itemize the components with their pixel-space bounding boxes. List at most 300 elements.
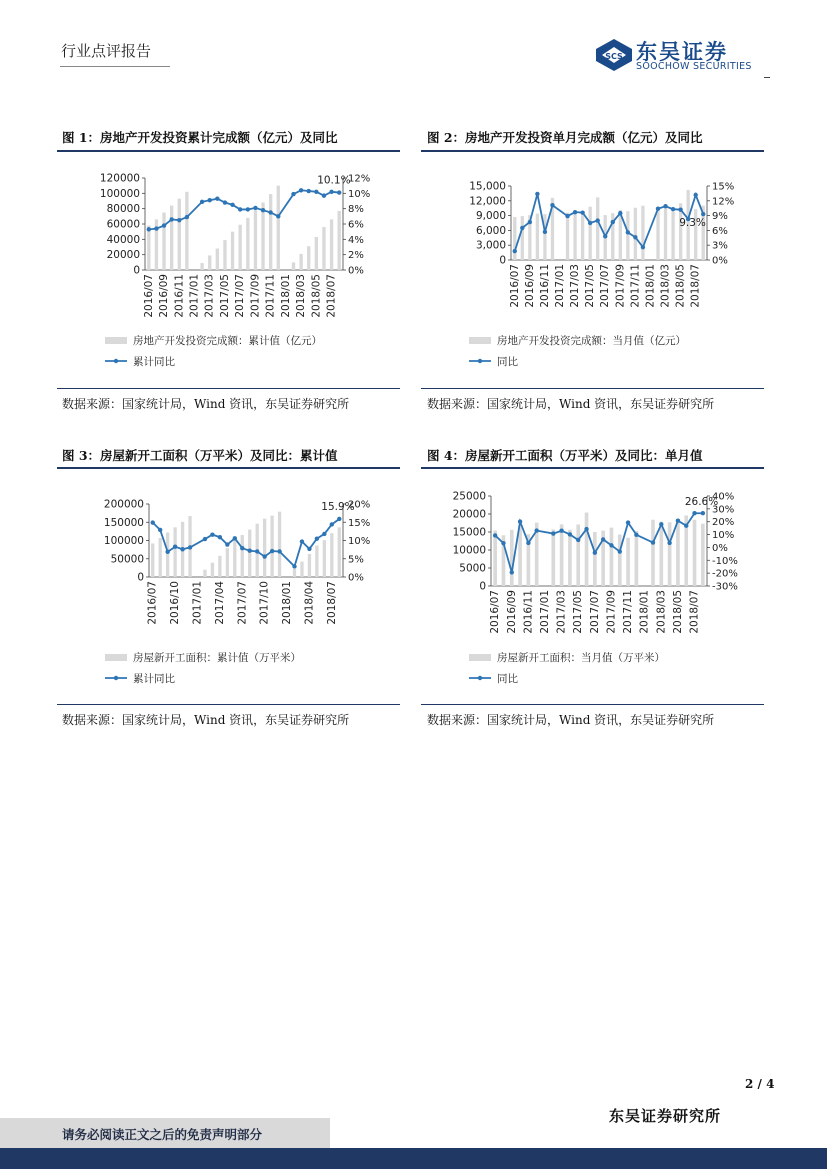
bar — [315, 546, 318, 577]
legend-line-label: 累计同比 — [133, 673, 175, 685]
bar — [634, 208, 637, 260]
legend-bar-label: 房屋新开工面积：当月值（万平米） — [497, 652, 665, 664]
x-tick-label: 2018/01 — [281, 581, 294, 625]
line-point — [588, 221, 592, 225]
bar — [147, 226, 150, 270]
x-tick-label: 2017/09 — [614, 264, 627, 308]
line-point — [200, 200, 204, 204]
right-axis-tick-label: 8% — [348, 204, 364, 216]
line-point — [307, 189, 311, 193]
legend-line-label: 累计同比 — [133, 356, 175, 368]
right-axis-tick-label: 0% — [712, 542, 728, 554]
line-point — [292, 564, 296, 568]
x-tick-label: 2018/05 — [310, 274, 323, 318]
x-tick-label: 2017/01 — [554, 264, 566, 308]
right-axis-tick-label: 10% — [348, 188, 371, 200]
bar — [185, 192, 188, 270]
line-point — [595, 218, 599, 222]
bar — [211, 563, 214, 577]
right-axis-tick-label: 20% — [712, 517, 735, 529]
line-point — [329, 190, 333, 194]
right-axis-tick-label: 5% — [348, 554, 364, 566]
bar — [585, 513, 589, 586]
line-point — [185, 215, 189, 219]
right-axis-tick-label: 2% — [348, 250, 364, 262]
bar — [338, 527, 341, 577]
bar — [513, 217, 516, 260]
series-line — [153, 519, 340, 566]
x-tick-label: 2018/07 — [325, 581, 338, 625]
x-tick-label: 2018/07 — [325, 274, 338, 318]
right-axis-tick-label: -20% — [712, 568, 738, 580]
right-axis-tick-label: 12% — [348, 173, 371, 185]
line-point — [576, 538, 580, 542]
right-axis-tick-label: 15% — [348, 517, 371, 529]
figure-4-rule-bottom — [421, 704, 764, 705]
x-tick-label: 2016/07 — [508, 264, 521, 308]
line-point — [584, 527, 588, 531]
figure-1-rule-bottom — [57, 388, 400, 389]
x-tick-label: 2017/03 — [203, 274, 216, 318]
line-point — [641, 245, 645, 249]
line-point — [593, 551, 597, 555]
left-axis-tick-label: 10000 — [452, 544, 486, 557]
x-tick-label: 2017/05 — [584, 264, 597, 308]
line-point — [162, 223, 166, 227]
line-point — [223, 200, 227, 204]
legend-line-label: 同比 — [497, 356, 518, 368]
left-axis-tick-label: 100000 — [99, 187, 140, 200]
bar — [270, 516, 273, 577]
line-point — [526, 541, 530, 545]
x-tick-label: 2018/01 — [644, 264, 657, 308]
line-point — [322, 532, 326, 536]
bar — [216, 249, 219, 270]
bar — [233, 541, 236, 578]
bar — [596, 197, 599, 260]
figure-2-source: 数据来源：国家统计局，Wind 资讯，东吴证券研究所 — [427, 397, 715, 411]
line-point — [165, 550, 169, 554]
line-point — [676, 518, 680, 522]
bar — [299, 254, 302, 270]
bar — [208, 255, 211, 270]
line-point — [230, 203, 234, 207]
legend-line-marker — [114, 676, 118, 680]
x-tick-label: 2016/09 — [523, 264, 536, 308]
x-tick-label: 2017/10 — [258, 581, 271, 625]
line-point — [210, 532, 214, 536]
bar — [248, 530, 251, 577]
line-point — [618, 549, 622, 553]
annotation-label: 9.3% — [679, 217, 706, 230]
bar — [510, 530, 514, 586]
left-axis-tick-label: 0 — [133, 264, 140, 277]
bar — [241, 535, 244, 577]
legend-bar-label: 房地产开发投资完成额：累计值（亿元） — [133, 335, 322, 347]
bar — [322, 227, 325, 270]
right-axis-tick-label: 9% — [712, 211, 728, 223]
legend-bar-swatch — [469, 337, 491, 344]
line-point — [667, 541, 671, 545]
bar — [581, 215, 584, 260]
left-axis-tick-label: 100000 — [103, 535, 144, 547]
annotation-label: 15.9% — [321, 500, 355, 513]
x-tick-label: 2018/07 — [688, 590, 701, 634]
line-point — [678, 207, 682, 211]
bar — [173, 527, 176, 577]
line-point — [513, 249, 517, 253]
chart-1 — [57, 152, 400, 386]
x-tick-label: 2016/07 — [489, 590, 502, 634]
bar — [576, 524, 580, 586]
line-point — [663, 204, 667, 208]
line-point — [611, 220, 615, 224]
line-point — [248, 549, 252, 553]
line-point — [215, 197, 219, 201]
x-tick-label: 2017/11 — [629, 264, 642, 308]
line-point — [603, 234, 607, 238]
right-axis-tick-label: 12% — [712, 196, 735, 208]
chart-2 — [421, 152, 764, 386]
x-tick-label: 2016/11 — [538, 264, 551, 308]
bar — [254, 210, 257, 270]
annotation-label: 26.6% — [684, 496, 719, 509]
figure-4-source: 数据来源：国家统计局，Wind 资讯，东吴证券研究所 — [427, 713, 715, 727]
line-point — [158, 528, 162, 532]
left-axis-tick-label: 12,000 — [469, 195, 506, 208]
bar — [223, 240, 226, 270]
legend-bar-swatch — [105, 654, 127, 661]
line-point — [684, 524, 688, 528]
bar — [626, 538, 630, 586]
line-point — [270, 549, 274, 553]
line-point — [550, 203, 554, 207]
right-axis-tick-label: 6% — [348, 219, 364, 231]
line-point — [618, 211, 622, 215]
line-point — [147, 227, 151, 231]
line-point — [520, 226, 524, 230]
bar — [178, 199, 181, 270]
left-axis-tick-label: 9,000 — [475, 210, 506, 223]
right-axis-tick-label: 0% — [348, 572, 364, 584]
line-point — [701, 212, 705, 216]
line-point — [173, 545, 177, 549]
bar — [159, 538, 162, 577]
x-tick-label: 2017/09 — [249, 274, 262, 318]
left-axis-tick-label: 5000 — [459, 562, 486, 575]
x-tick-label: 2018/04 — [303, 581, 316, 625]
right-axis-tick-label: -30% — [712, 581, 738, 593]
line-point — [233, 536, 237, 540]
bar — [671, 212, 674, 260]
x-tick-label: 2017/01 — [539, 590, 551, 634]
line-point — [518, 519, 522, 523]
line-point — [692, 511, 696, 515]
footer-bar — [0, 1148, 827, 1169]
bar — [701, 524, 705, 586]
bar — [330, 533, 333, 577]
x-tick-label: 2017/05 — [572, 590, 585, 634]
x-tick-label: 2018/05 — [674, 264, 687, 308]
bar — [618, 535, 622, 586]
bar — [668, 522, 672, 586]
right-axis-tick-label: 4% — [348, 234, 364, 246]
bar — [664, 207, 667, 260]
left-axis-tick-label: 20000 — [106, 249, 140, 262]
left-axis-tick-label: 120000 — [99, 172, 140, 185]
left-axis-tick-label: 15,000 — [469, 180, 506, 193]
line-point — [501, 541, 505, 545]
x-tick-label: 2017/07 — [588, 590, 601, 634]
bar — [330, 219, 333, 270]
x-tick-label: 2017/07 — [236, 581, 249, 625]
line-point — [651, 540, 655, 544]
line-point — [510, 570, 514, 574]
bar — [269, 194, 272, 270]
line-point — [276, 214, 280, 218]
x-tick-label: 2018/01 — [279, 274, 292, 318]
bar — [676, 519, 680, 586]
right-axis-tick-label: 3% — [712, 240, 728, 252]
line-point — [573, 210, 577, 214]
line-point — [580, 210, 584, 214]
line-point — [543, 230, 547, 234]
legend-bar-swatch — [469, 654, 491, 661]
legend-line-label: 同比 — [497, 673, 518, 685]
brand-name: 东吴证券 — [636, 40, 728, 64]
legend-line-marker — [478, 676, 482, 680]
bar — [610, 528, 614, 586]
bar — [551, 529, 555, 586]
x-tick-label: 2016/07 — [146, 581, 159, 625]
series-line — [149, 190, 339, 229]
left-axis-tick-label: 0 — [479, 580, 486, 593]
line-point — [291, 192, 295, 196]
x-tick-label: 2016/10 — [169, 581, 182, 625]
bar — [263, 519, 266, 577]
report-type: 行业点评报告 — [61, 42, 152, 60]
line-point — [330, 522, 334, 526]
x-tick-label: 2017/07 — [234, 274, 247, 318]
header-underline — [60, 66, 170, 67]
figure-4-title: 图 4：房屋新开工面积（万平米）及同比：单月值 — [427, 448, 703, 463]
bar — [166, 532, 169, 577]
line-point — [188, 545, 192, 549]
right-axis-tick-label: 20% — [348, 499, 371, 511]
bar — [315, 237, 318, 270]
line-point — [246, 207, 250, 211]
bar — [651, 520, 655, 586]
line-point — [225, 542, 229, 546]
brand-subtitle: SOOCHOW SECURITIES — [636, 61, 752, 72]
bar — [307, 246, 310, 270]
legend-line-marker — [114, 359, 118, 363]
bar — [203, 570, 206, 577]
left-axis-tick-label: 20000 — [452, 508, 486, 521]
line-point — [493, 533, 497, 537]
bar — [338, 211, 341, 270]
right-axis-tick-label: 10% — [348, 536, 371, 547]
bar — [293, 569, 296, 577]
line-point — [551, 531, 555, 535]
line-point — [626, 230, 630, 234]
left-axis-tick-label: 80000 — [106, 203, 140, 216]
line-point — [218, 535, 222, 539]
line-point — [626, 520, 630, 524]
right-axis-tick-label: 0% — [712, 255, 728, 267]
figure-3-title: 图 3：房屋新开工面积（万平米）及同比：累计值 — [62, 448, 338, 463]
x-tick-label: 2017/07 — [599, 264, 612, 308]
bar — [239, 225, 242, 270]
line-point — [208, 198, 212, 202]
right-axis-tick-label: 10% — [712, 530, 735, 542]
x-tick-label: 2017/01 — [191, 581, 204, 625]
x-tick-label: 2017/03 — [569, 264, 582, 308]
figure-1-source: 数据来源：国家统计局，Wind 资讯，东吴证券研究所 — [62, 397, 350, 411]
bar — [200, 263, 203, 270]
right-axis-tick-label: 0% — [348, 265, 364, 277]
line-point — [659, 522, 663, 526]
bar — [226, 548, 229, 577]
line-point — [701, 511, 705, 515]
bar — [693, 520, 697, 586]
bar — [656, 208, 659, 260]
line-point — [154, 226, 158, 230]
line-point — [322, 193, 326, 197]
line-point — [151, 520, 155, 524]
x-tick-label: 2017/11 — [264, 274, 277, 318]
left-axis-tick-label: 25000 — [452, 490, 486, 503]
annotation-label: 10.1% — [317, 174, 351, 187]
line-point — [337, 517, 341, 521]
x-tick-label: 2017/09 — [605, 590, 618, 634]
bar — [560, 524, 564, 586]
line-point — [277, 549, 281, 553]
bar — [218, 556, 221, 577]
line-point — [534, 528, 538, 532]
left-axis-tick-label: 0 — [137, 571, 144, 584]
line-point — [601, 537, 605, 541]
legend-bar-label: 房屋新开工面积：累计值（万平米） — [133, 652, 301, 664]
bar — [626, 211, 629, 260]
line-point — [609, 543, 613, 547]
line-point — [253, 206, 257, 210]
left-axis-tick-label: 150000 — [103, 516, 144, 529]
chart-3 — [57, 469, 400, 703]
x-tick-label: 2017/11 — [622, 590, 635, 634]
bar — [543, 214, 546, 260]
x-tick-label: 2017/04 — [213, 581, 226, 625]
legend-bar-swatch — [105, 337, 127, 344]
legend-bar-label: 房地产开发投资完成额：当月值（亿元） — [497, 335, 686, 347]
x-tick-label: 2018/05 — [671, 590, 684, 634]
left-axis-tick-label: 50000 — [110, 553, 144, 566]
x-tick-label: 2016/11 — [522, 590, 535, 634]
bar — [493, 531, 497, 586]
bar — [246, 218, 249, 270]
line-point — [299, 188, 303, 192]
disclaimer-note: 请务必阅读正文之后的免责声明部分 — [62, 1127, 263, 1142]
chart-4 — [421, 469, 764, 703]
bar — [568, 530, 572, 586]
x-tick-label: 2018/07 — [689, 264, 702, 308]
line-point — [203, 537, 207, 541]
x-tick-label: 2016/07 — [142, 274, 155, 318]
x-tick-label: 2017/05 — [218, 274, 231, 318]
line-point — [262, 554, 266, 558]
bar — [162, 213, 165, 271]
legend-line-marker — [478, 359, 482, 363]
line-point — [268, 210, 272, 214]
figure-3-rule-bottom — [57, 704, 400, 705]
bar — [323, 540, 326, 577]
line-point — [307, 547, 311, 551]
x-tick-label: 2018/01 — [638, 590, 651, 634]
line-point — [180, 547, 184, 551]
bar — [278, 512, 281, 577]
line-point — [169, 217, 173, 221]
line-point — [240, 546, 244, 550]
right-axis-tick-label: 30% — [712, 504, 735, 516]
figure-3-source: 数据来源：国家统计局，Wind 资讯，东吴证券研究所 — [62, 713, 350, 727]
bar — [277, 186, 280, 270]
bar — [261, 203, 264, 270]
line-point — [633, 235, 637, 239]
line-point — [559, 529, 563, 533]
line-point — [255, 549, 259, 553]
figure-1-title: 图 1：房地产开发投资累计完成额（亿元）及同比 — [62, 130, 338, 145]
x-tick-label: 2016/11 — [173, 274, 186, 318]
right-axis-tick-label: 15% — [712, 181, 735, 193]
line-point — [314, 190, 318, 194]
line-point — [535, 192, 539, 196]
left-axis-tick-label: 40000 — [106, 233, 140, 246]
bar — [536, 214, 539, 260]
bar — [308, 554, 311, 577]
series-line — [515, 194, 703, 251]
bar — [635, 531, 639, 586]
bar — [231, 232, 234, 270]
left-axis-tick-label: 3,000 — [475, 239, 506, 252]
line-point — [634, 533, 638, 537]
left-axis-tick-label: 60000 — [106, 218, 140, 231]
line-point — [528, 220, 532, 224]
bar — [573, 211, 576, 260]
x-tick-label: 2017/03 — [555, 590, 568, 634]
line-point — [261, 208, 265, 212]
x-tick-label: 2018/03 — [659, 264, 672, 308]
bar — [170, 206, 173, 270]
left-axis-tick-label: 0 — [499, 254, 506, 267]
line-point — [568, 532, 572, 536]
brand-abbr: SCS — [605, 52, 623, 61]
bar — [521, 216, 524, 260]
line-point — [177, 218, 181, 222]
left-axis-tick-label: 15000 — [452, 526, 486, 539]
footer-institute: 东吴证券研究所 — [609, 1107, 722, 1125]
x-tick-label: 2016/09 — [158, 274, 171, 318]
line-point — [337, 190, 341, 194]
bar — [593, 532, 597, 586]
x-tick-label: 2018/03 — [295, 274, 308, 318]
x-tick-label: 2017/01 — [188, 274, 201, 318]
line-point — [565, 214, 569, 218]
left-axis-tick-label: 200000 — [103, 498, 144, 511]
line-point — [300, 539, 304, 543]
bar — [300, 562, 303, 577]
line-point — [238, 207, 242, 211]
line-point — [671, 207, 675, 211]
